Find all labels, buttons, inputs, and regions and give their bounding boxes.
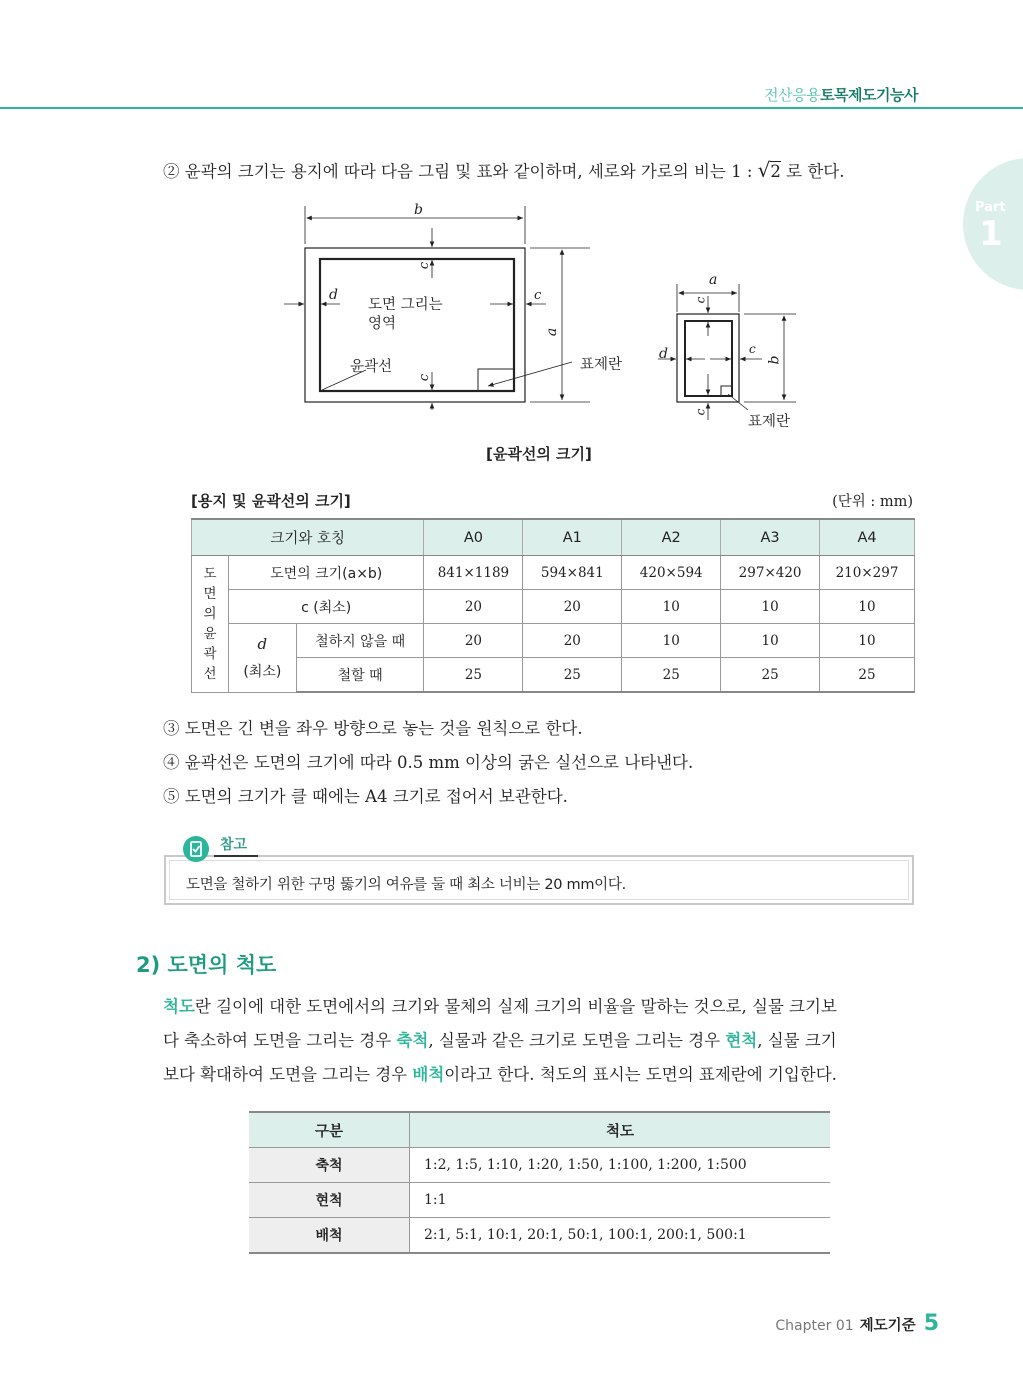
para-text: 이라고 한다. 척도의 표시는 도면의 표제란에 기입한다.: [444, 1065, 837, 1084]
para-text: 다 축소하여 도면을 그리는 경우: [163, 1031, 397, 1050]
table-cell: 20: [523, 590, 622, 624]
table-cell: 20: [424, 590, 523, 624]
item-3-text: ③ 도면은 긴 변을 좌우 방향으로 놓는 것을 원칙으로 한다.: [163, 719, 583, 738]
scale-values-cell: 1:2, 1:5, 1:10, 1:20, 1:50, 1:100, 1:200, 1:500: [410, 1148, 831, 1183]
part-label: Part: [975, 200, 1006, 215]
page-number: 5: [923, 1311, 939, 1336]
sqrt-symbol: √: [757, 158, 771, 182]
drawing-area-line2: 영역: [368, 316, 397, 332]
table-cell: 25: [721, 658, 820, 693]
dim-label-a: a: [544, 327, 561, 337]
dim-label-d: d: [329, 287, 338, 303]
table-cell: 420×594: [622, 556, 721, 590]
title-block-label-1: 표제란: [580, 357, 623, 373]
row-label-d-symbol: d: [257, 634, 268, 653]
para-text: , 실물 크기: [757, 1031, 837, 1050]
header-cell: A1: [523, 519, 622, 556]
table-cell: 20: [424, 624, 523, 658]
running-header: [764, 84, 918, 105]
section-paragraph-line3: [163, 1058, 837, 1092]
dim-label-c-right: c: [534, 288, 542, 303]
para-text: 란 길이에 대한 도면에서의 크기와 물체의 실제 크기의 비율을 말하는 것으로, 실물 크기보: [194, 997, 837, 1016]
item-5-text: ⑤ 도면의 크기가 클 때에는 A4 크기로 접어서 보관한다.: [163, 787, 568, 806]
group-char: 곽: [203, 645, 217, 662]
row-label-d: [228, 624, 296, 693]
table-row: [192, 624, 915, 658]
scale-values-cell: 1:1: [410, 1183, 831, 1218]
outline-label: 윤곽선: [350, 359, 393, 375]
item-2-main: ② 윤곽의 크기는 용지에 따라 다음 그림 및 표와 같이하며, 세로와 가로의 비는 1 :: [163, 162, 758, 181]
row-label-d1: 철하지 않을 때: [296, 624, 424, 658]
group-char: 도: [203, 565, 217, 582]
note-label: 참고: [220, 837, 248, 853]
header-cell: 크기와 호칭: [192, 519, 424, 556]
drawing-area-line1: 도면 그리는: [368, 297, 443, 313]
page-footer: [775, 1311, 939, 1336]
header-cell: A3: [721, 519, 820, 556]
dim-label-b: b: [414, 202, 423, 218]
paper-size-table: [191, 518, 915, 693]
note-text: 도면을 철하기 위한 구멍 뚫기의 여유를 둘 때 최소 너비는 20 mm이다.: [186, 877, 626, 893]
small-dim-label-c-bottom: c: [693, 408, 708, 416]
row-label-c: c (최소): [228, 590, 424, 624]
small-dim-label-b: b: [766, 355, 783, 365]
table-cell: 20: [523, 624, 622, 658]
table-row: [192, 556, 915, 590]
scale-values-cell: 2:1, 5:1, 10:1, 20:1, 50:1, 100:1, 200:1, 500:1: [410, 1218, 831, 1254]
section-heading: 2) 도면의 척도: [136, 953, 277, 977]
table-cell: 210×297: [820, 556, 915, 590]
dim-label-c-bottom: c: [417, 373, 433, 382]
table-cell: 10: [721, 624, 820, 658]
row-group-label: [192, 556, 229, 693]
header-title-bold: 토목제도기능사: [820, 86, 918, 104]
footer-title: 제도기준: [859, 1318, 916, 1334]
small-dim-label-c-right: c: [749, 342, 756, 356]
table-cell: 10: [820, 624, 915, 658]
header-cell: A4: [820, 519, 915, 556]
table-row: [192, 590, 915, 624]
table-cell: 25: [523, 658, 622, 693]
table-cell: 25: [622, 658, 721, 693]
item-2-end: 로 한다.: [780, 162, 845, 181]
scale-table: [249, 1111, 830, 1254]
header-rule: [0, 107, 1023, 109]
row-label-size: 도면의 크기(a×b): [228, 556, 424, 590]
small-dim-label-a: a: [709, 272, 718, 288]
table-cell: 25: [424, 658, 523, 693]
table-cell: 10: [820, 590, 915, 624]
table-cell: 297×420: [721, 556, 820, 590]
footer-chapter: Chapter 01: [775, 1318, 854, 1334]
group-char: 윤: [203, 625, 217, 642]
table-row: [249, 1183, 830, 1218]
figure-caption: [윤곽선의 크기]: [486, 445, 592, 463]
section-paragraph-line2: [163, 1024, 837, 1058]
table-cell: 10: [622, 590, 721, 624]
term-full-scale: 현척: [725, 1031, 758, 1050]
scale-type-cell: 배척: [249, 1218, 410, 1254]
small-sheet-diagram: [658, 284, 796, 420]
table-cell: 841×1189: [424, 556, 523, 590]
scale-type-cell: 현척: [249, 1183, 410, 1218]
table-cell: 25: [820, 658, 915, 693]
table-header-row: [192, 519, 915, 556]
paper-table-title: [용지 및 윤곽선의 크기]: [191, 492, 351, 510]
header-cell: A0: [424, 519, 523, 556]
header-title-light: 전산응용: [764, 86, 821, 104]
table-row: [192, 658, 915, 693]
table-cell: 594×841: [523, 556, 622, 590]
header-cell: A2: [622, 519, 721, 556]
paper-table-unit: (단위 : mm): [832, 494, 913, 510]
scale-type-cell: 축척: [249, 1148, 410, 1183]
section-paragraph-line1: [163, 990, 837, 1024]
table-cell: 10: [721, 590, 820, 624]
row-label-d-sub: (최소): [243, 663, 282, 680]
table-cell: 10: [622, 624, 721, 658]
outline-size-figure: [270, 196, 810, 432]
table-header-row: [249, 1112, 830, 1148]
item-2-text: [163, 153, 844, 189]
checklist-icon: [183, 836, 209, 862]
note-label-underline: [214, 855, 258, 857]
para-text: , 실물과 같은 크기로 도면을 그리는 경우: [428, 1031, 726, 1050]
term-enlarged-scale: 배척: [412, 1065, 445, 1084]
group-char: 면: [203, 585, 217, 602]
table-row: [249, 1218, 830, 1254]
row-label-d2: 철할 때: [296, 658, 424, 693]
drawing-area-label: [368, 296, 443, 334]
part-number: 1: [979, 214, 1003, 254]
group-char: 의: [203, 605, 217, 622]
group-char: 선: [203, 665, 217, 682]
term-reduced-scale: 축척: [396, 1031, 429, 1050]
header-cell: 구분: [249, 1112, 410, 1148]
small-dim-label-c-top: c: [693, 296, 708, 304]
title-block-label-2: 표제란: [748, 414, 791, 430]
sqrt-value: 2: [770, 162, 781, 181]
dim-label-c-top: c: [417, 261, 433, 270]
para-text: 보다 확대하여 도면을 그리는 경우: [163, 1065, 413, 1084]
term-scale: 척도: [163, 997, 195, 1016]
small-dim-label-d: d: [659, 346, 668, 362]
table-row: [249, 1148, 830, 1183]
header-cell: 척도: [410, 1112, 831, 1148]
item-4-text: ④ 윤곽선은 도면의 크기에 따라 0.5 mm 이상의 굵은 실선으로 나타낸다.: [163, 753, 694, 772]
